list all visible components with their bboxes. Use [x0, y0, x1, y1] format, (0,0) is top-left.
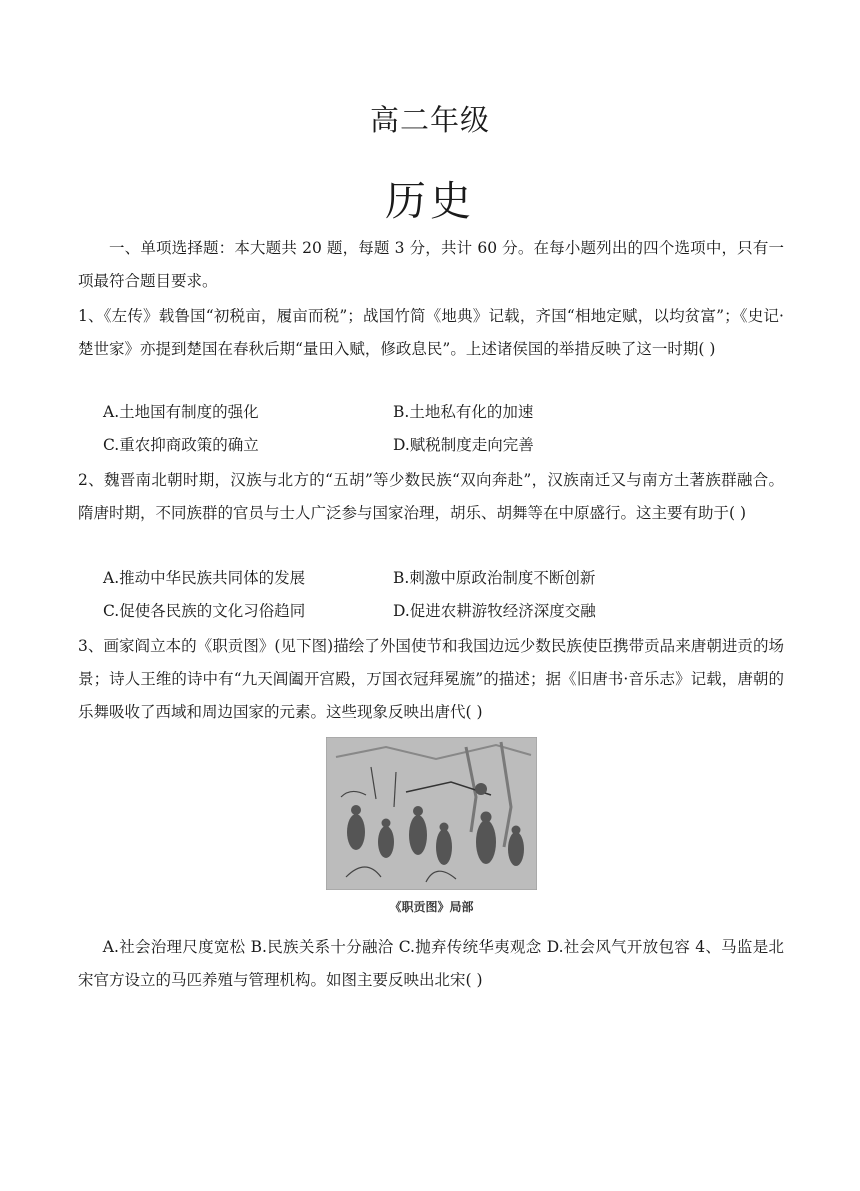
- question-3-stem: 3、画家阎立本的《职贡图》(见下图)描绘了外国使节和我国边远少数民族使臣携带贡品来唐朝进贡的场景；诗人王维的诗中有“九天阊阖开宫殿，万国衣冠拜冕旒”的描述；据《旧唐书·音乐志》记载，唐朝的乐舞吸收了西域和周边国家的元素。这些现象反映出唐代( ): [78, 637, 784, 721]
- painting-illustration: [326, 737, 537, 890]
- question-1-option-b: B.土地私有化的加速: [393, 403, 534, 421]
- question-1-option-c: C.重农抑商政策的确立: [103, 436, 259, 454]
- painting-image: [326, 737, 537, 890]
- question-2-options: [103, 562, 783, 628]
- question-2-option-b: B.刺激中原政治制度不断创新: [393, 569, 596, 587]
- question-1-stem: 1、《左传》载鲁国“初税亩，履亩而税”；战国竹简《地典》记载，齐国“相地定赋，以均贫富”；《史记·楚世家》亦提到楚国在春秋后期“量田入赋，修政息民”。上述诸侯国的举措反映了这一时期( ): [78, 307, 784, 358]
- figure-caption: 《职贡图》局部: [389, 900, 474, 914]
- question-2-option-a: A.推动中华民族共同体的发展: [103, 569, 306, 587]
- exam-subject-title: 历史: [385, 177, 475, 225]
- question-2-stem: 2、魏晋南北朝时期，汉族与北方的“五胡”等少数民族“双向奔赴”，汉族南迁又与南方土著族群融合。隋唐时期，不同族群的官员与士人广泛参与国家治理，胡乐、胡舞等在中原盛行。这主要有助于( ): [78, 471, 784, 522]
- exam-grade-title: 高二年级: [369, 103, 490, 137]
- question-1-option-d: D.赋税制度走向完善: [393, 436, 534, 454]
- question-3-options-and-question-4: A.社会治理尺度宽松 B.民族关系十分融洽 C.抛弃传统华夷观念 D.社会风气开放包容 4、马监是北宋官方设立的马匹养殖与管理机构。如图主要反映出北宋( ): [78, 938, 784, 989]
- question-2-option-d: D.促进农耕游牧经济深度交融: [393, 602, 596, 620]
- question-2-option-c: C.促使各民族的文化习俗趋同: [103, 602, 306, 620]
- question-1-options: [103, 396, 783, 462]
- section-instructions: 一、单项选择题：本大题共 20 题，每题 3 分，共计 60 分。在每小题列出的四个选项中，只有一项最符合题目要求。: [78, 239, 784, 290]
- question-1-option-a: A.土地国有制度的强化: [103, 403, 259, 421]
